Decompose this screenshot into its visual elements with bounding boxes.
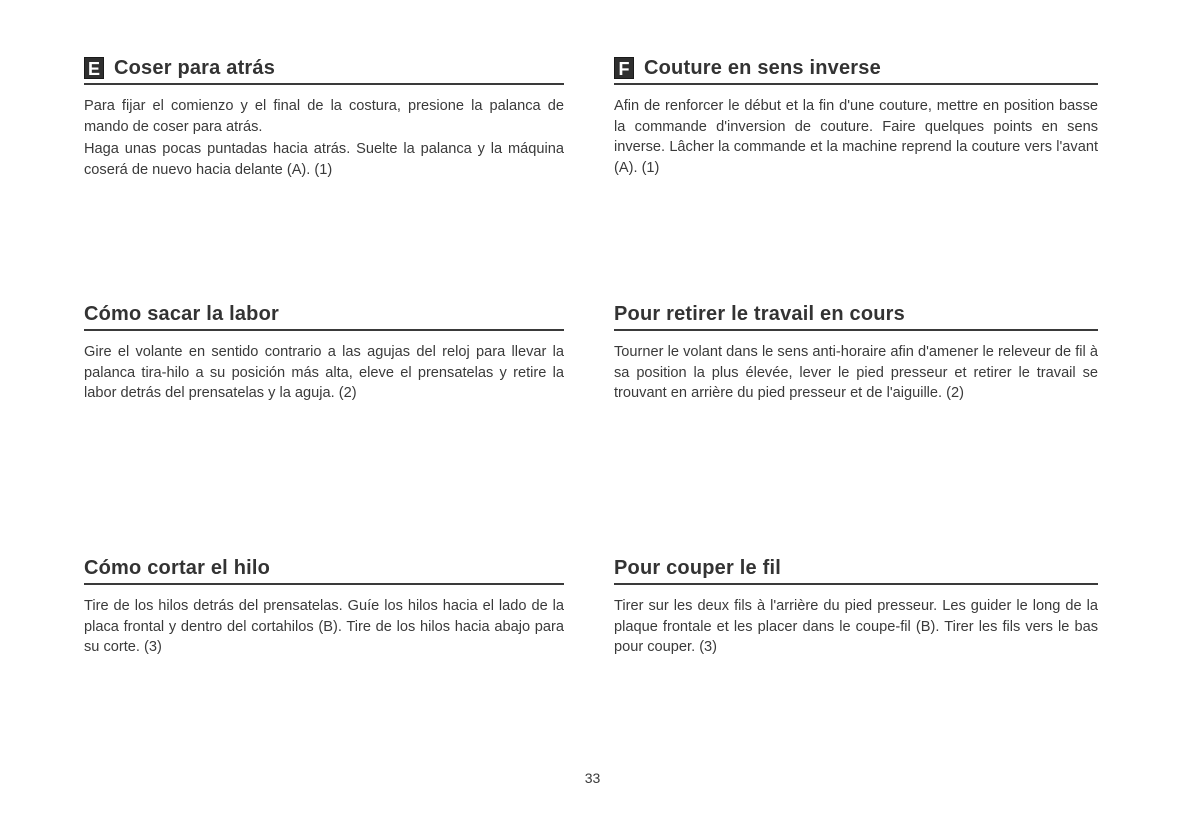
section-body bbox=[84, 96, 564, 180]
paragraph: Afin de renforcer le début et la fin d'une couture, mettre en position basse la commande d'inversion de couture. Faire quelques points en sens inverse. Lâcher la commande et la machine reprend la couture vers l'avant (A). (1) bbox=[614, 98, 1098, 176]
heading-text: Pour retirer le travail en cours bbox=[614, 302, 905, 325]
section-heading bbox=[614, 56, 1098, 85]
paragraph: Haga unas pocas puntadas hacia atrás. Suelte la palanca y la máquina coserá de nuevo hacia delante (A). (1) bbox=[84, 141, 564, 178]
language-badge-e: E bbox=[84, 57, 104, 79]
section-couture-en-sens-inverse bbox=[614, 56, 1098, 180]
paragraph: Para fijar el comienzo y el final de la costura, presione la palanca de mando de coser para atrás. bbox=[84, 98, 564, 135]
section-heading bbox=[614, 302, 1098, 331]
page-number: 33 bbox=[584, 770, 601, 786]
heading-text: Cómo sacar la labor bbox=[84, 302, 279, 325]
paragraph: Gire el volante en sentido contrario a las agujas del reloj para llevar la palanca tira-hilo a su posición más alta, eleve el prensatelas y retire la labor detrás del prensatelas y la aguja. (2) bbox=[84, 344, 564, 401]
language-badge-f: F bbox=[614, 57, 634, 79]
section-como-cortar-el-hilo bbox=[84, 556, 564, 660]
section-body bbox=[614, 596, 1098, 658]
section-pour-couper-le-fil bbox=[614, 556, 1098, 660]
paragraph: Tire de los hilos detrás del prensatelas. Guíe los hilos hacia el lado de la placa frontal y dentro del cortahilos (B). Tire de los hilos hacia abajo para su corte. (3) bbox=[84, 598, 564, 655]
paragraph: Tirer sur les deux fils à l'arrière du pied presseur. Les guider le long de la plaque frontale et les placer dans le coupe-fil (B). Tirer les fils vers le bas pour couper. (3) bbox=[614, 598, 1098, 655]
section-coser-para-atras bbox=[84, 56, 564, 182]
section-heading bbox=[84, 556, 564, 585]
section-body bbox=[84, 342, 564, 404]
section-heading bbox=[84, 302, 564, 331]
section-como-sacar-la-labor bbox=[84, 302, 564, 406]
paragraph: Tourner le volant dans le sens anti-horaire afin d'amener le releveur de fil à sa position la plus élevée, lever le pied presseur et retirer le travail se trouvant en arrière du pied presseur et de l'aiguille. (2) bbox=[614, 344, 1098, 401]
heading-text: Coser para atrás bbox=[114, 56, 276, 79]
section-pour-retirer-le-travail bbox=[614, 302, 1098, 406]
section-body bbox=[614, 96, 1098, 178]
heading-text: Couture en sens inverse bbox=[644, 56, 881, 79]
heading-text: Pour couper le fil bbox=[614, 556, 781, 579]
section-heading bbox=[614, 556, 1098, 585]
heading-text: Cómo cortar el hilo bbox=[84, 556, 271, 579]
section-body bbox=[614, 342, 1098, 404]
section-body bbox=[84, 596, 564, 658]
section-heading bbox=[84, 56, 564, 85]
